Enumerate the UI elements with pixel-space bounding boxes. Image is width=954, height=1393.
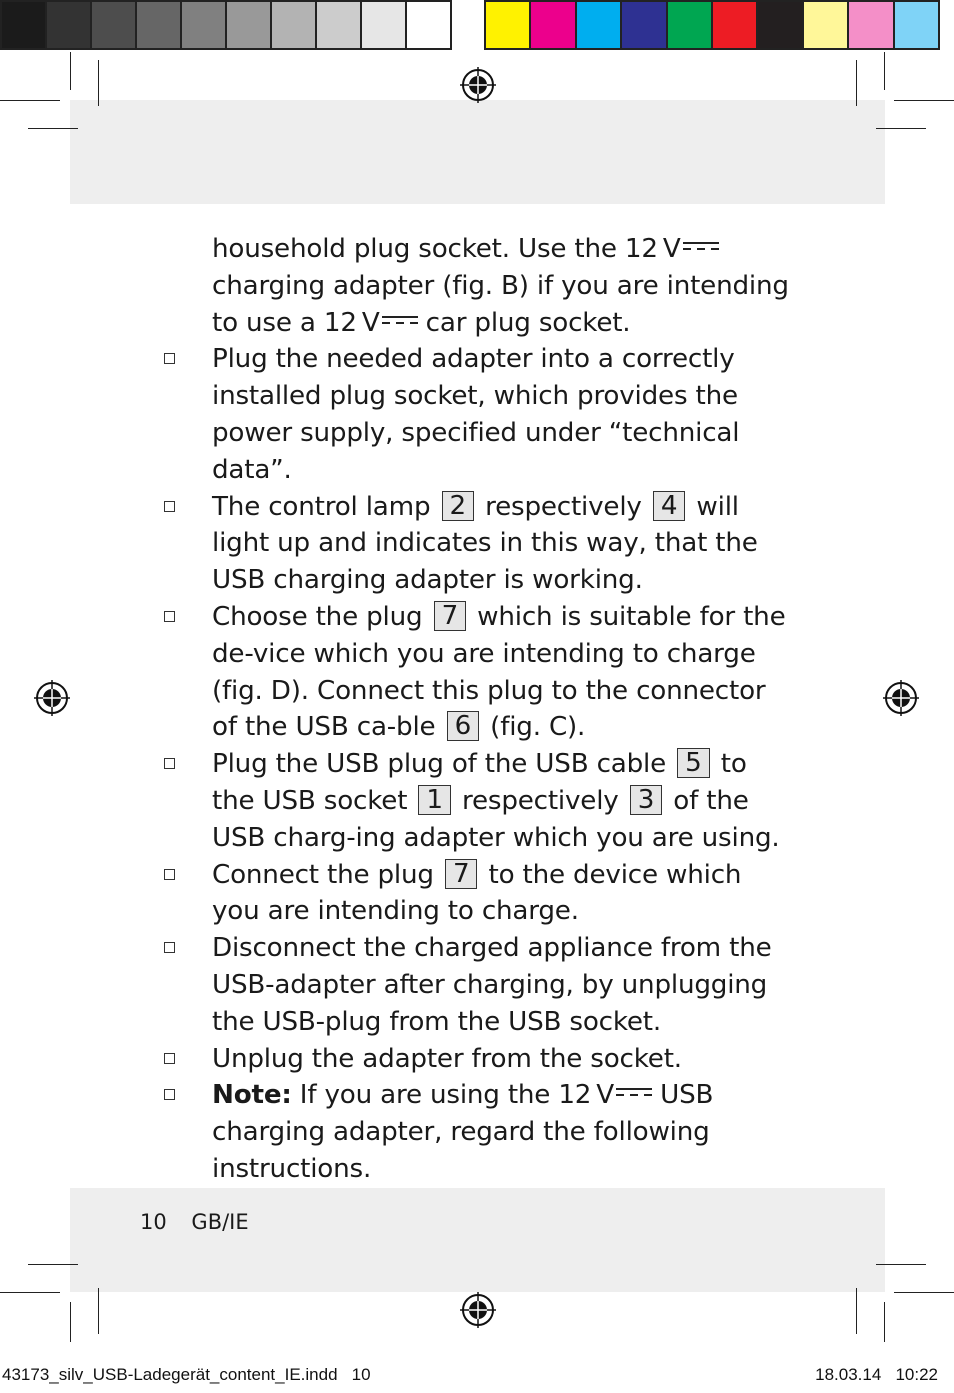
text: USB charging adapter, regard the following instructions.: [212, 1080, 714, 1184]
color-swatch: [893, 0, 940, 50]
grayscale-control-bar: [0, 0, 450, 50]
text: respectively: [453, 785, 627, 816]
color-swatch: [484, 0, 531, 50]
part-reference: 5: [677, 748, 709, 778]
checkbox-bullet-icon: [164, 611, 175, 622]
crop-mark: [894, 1292, 954, 1293]
part-reference: 3: [630, 785, 662, 815]
text: If you are using the 12 V: [291, 1080, 615, 1111]
checkbox-bullet-icon: [164, 869, 175, 880]
text: Plug the needed adapter into a correctly installed plug socket, which provides the power supply, specified under “technical data”.: [212, 344, 740, 485]
part-reference: 7: [445, 859, 477, 889]
crop-mark: [98, 1288, 99, 1334]
text: car plug socket.: [417, 307, 631, 338]
color-swatch: [847, 0, 894, 50]
list-item: [212, 599, 792, 746]
text: which is suitable for the de-vice which you are intending to charge (fig. D). Connect this plug to the connector of the USB ca-ble: [212, 601, 786, 743]
paragraph: [212, 231, 792, 341]
text: Choose the plug: [212, 601, 431, 632]
list-item: [212, 930, 792, 1040]
list-item: [212, 857, 792, 931]
text: charging adapter (fig. B) if you are intending to use a 12 V: [212, 270, 789, 338]
registration-mark-icon: [458, 1290, 498, 1330]
crop-mark: [856, 60, 857, 106]
checkbox-bullet-icon: [164, 758, 175, 769]
text: Unplug the adapter from the socket.: [212, 1043, 682, 1074]
color-swatch: [711, 0, 758, 50]
crop-mark: [0, 1292, 60, 1293]
crop-mark: [856, 1288, 857, 1334]
crop-mark: [70, 52, 71, 90]
slug-datetime: 18.03.14 10:22: [815, 1365, 938, 1384]
checkbox-bullet-icon: [164, 1089, 175, 1100]
text: household plug socket. Use the 12 V: [212, 234, 681, 264]
color-swatch: [756, 0, 803, 50]
registration-mark-icon: [881, 678, 921, 718]
text: of the USB charg-ing adapter which you are using.: [212, 785, 780, 853]
footer-band: [70, 1188, 885, 1292]
color-swatch: [529, 0, 576, 50]
dc-symbol-icon: [616, 1085, 652, 1101]
list-item: [212, 1077, 792, 1187]
crop-mark: [70, 1302, 71, 1342]
header-band: [70, 100, 885, 204]
color-swatch: [666, 0, 713, 50]
gray-swatch: [225, 0, 272, 50]
language-code: GB/IE: [191, 1210, 249, 1234]
crop-mark: [894, 100, 954, 101]
text: respectively: [476, 491, 650, 522]
gray-swatch: [315, 0, 362, 50]
checkbox-bullet-icon: [164, 942, 175, 953]
crop-mark: [98, 60, 99, 106]
dc-symbol-icon: [382, 313, 418, 329]
gray-swatch: [45, 0, 92, 50]
color-swatch: [802, 0, 849, 50]
text: (fig. C).: [482, 712, 586, 743]
crop-mark: [884, 1302, 885, 1342]
part-reference: 2: [442, 491, 474, 521]
registration-mark-icon: [32, 678, 72, 718]
part-reference: 4: [653, 491, 685, 521]
color-control-bar: [484, 0, 938, 50]
crop-mark: [28, 128, 78, 129]
crop-mark: [876, 128, 926, 129]
text: to the device which you are intending to charge.: [212, 859, 742, 927]
crop-mark: [28, 1264, 78, 1265]
text: The control lamp: [212, 491, 439, 522]
list-item: [212, 746, 792, 856]
crop-mark: [884, 52, 885, 90]
crop-mark: [0, 100, 60, 101]
gray-swatch: [135, 0, 182, 50]
page-footer: [140, 1210, 249, 1234]
text: Plug the USB plug of the USB cable: [212, 749, 675, 780]
gray-swatch: [0, 0, 47, 50]
checkbox-bullet-icon: [164, 1053, 175, 1064]
instruction-text: [212, 231, 792, 1188]
part-reference: 7: [434, 601, 466, 631]
text: will light up and indicates in this way, that the USB charging adapter is working.: [212, 491, 758, 596]
crop-mark: [876, 1264, 926, 1265]
part-reference: 6: [447, 711, 479, 741]
color-swatch: [575, 0, 622, 50]
gray-swatch: [405, 0, 452, 50]
page-number: 10: [140, 1210, 167, 1234]
gray-swatch: [270, 0, 317, 50]
note-label: Note:: [212, 1080, 292, 1111]
list-item: [212, 489, 792, 599]
text: Connect the plug: [212, 859, 442, 890]
list-item: [212, 341, 792, 488]
text: Disconnect the charged appliance from the USB-adapter after charging, by unplugging the USB-plug from the USB socket.: [212, 933, 772, 1037]
color-swatch: [620, 0, 667, 50]
checkbox-bullet-icon: [164, 353, 175, 364]
dc-symbol-icon: [683, 239, 719, 255]
gray-swatch: [360, 0, 407, 50]
slug-filename: 43173_silv_USB-Ladegerät_content_IE.indd 10: [2, 1365, 371, 1384]
registration-mark-icon: [458, 65, 498, 105]
gray-swatch: [180, 0, 227, 50]
part-reference: 1: [418, 785, 450, 815]
gray-swatch: [90, 0, 137, 50]
list-item: [212, 1041, 792, 1078]
checkbox-bullet-icon: [164, 501, 175, 512]
text: to the USB socket: [212, 749, 747, 816]
